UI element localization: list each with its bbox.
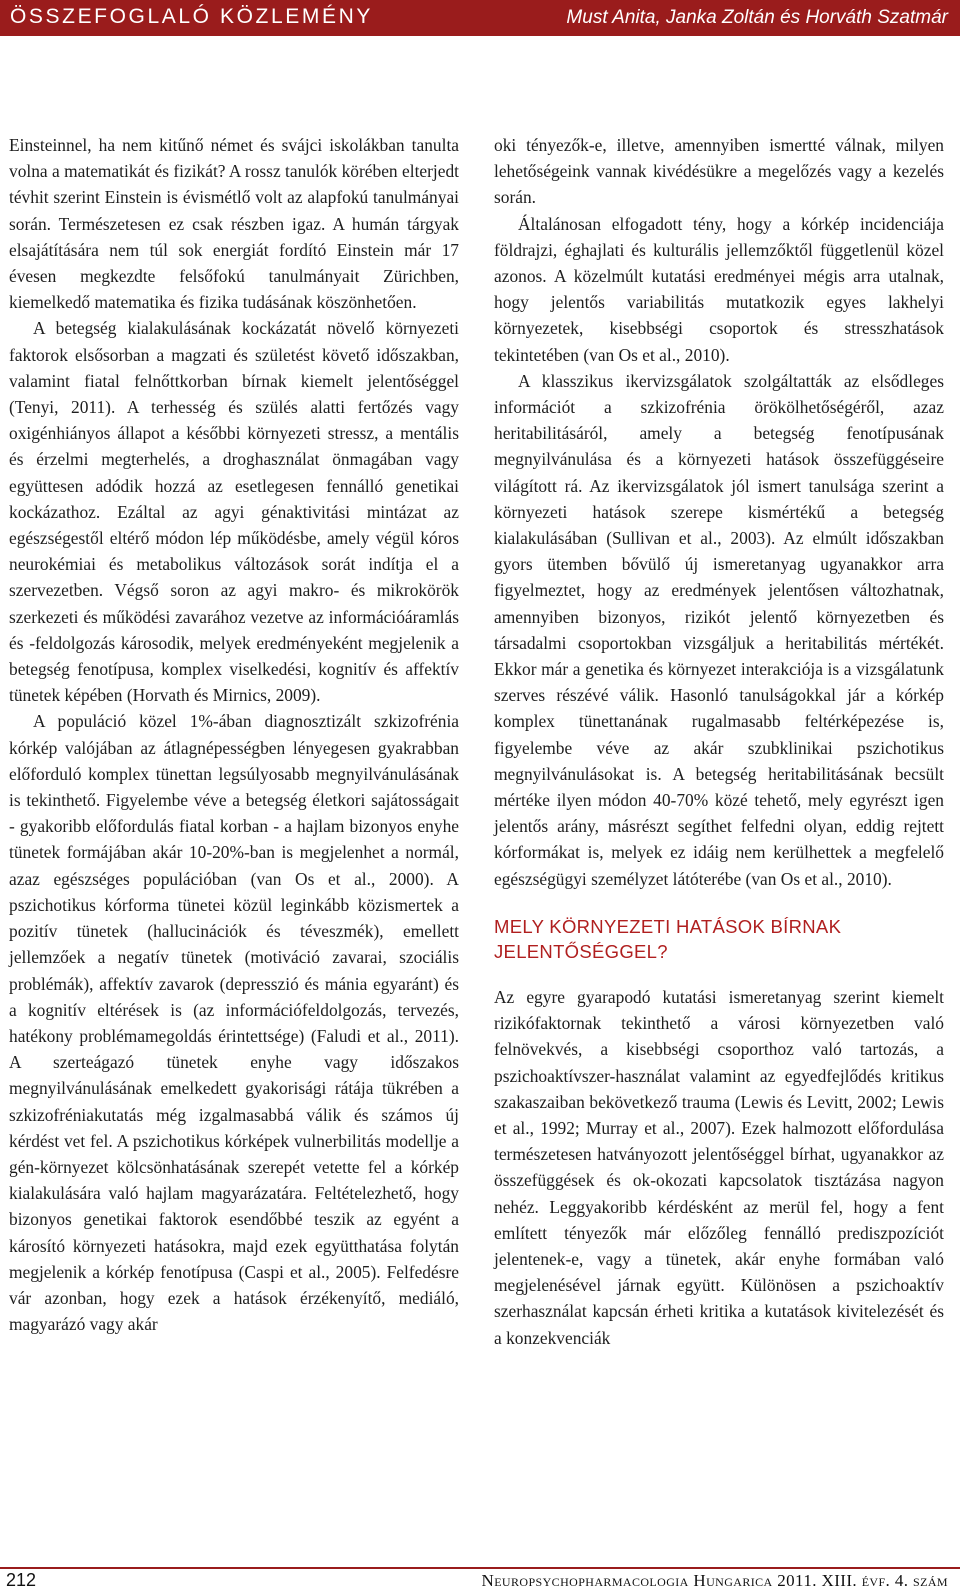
right-paragraph-2: Általánosan elfogadott tény, hogy a kórkép incidenciája földrajzi, éghajlati és kulturális jellemzőktől függetlenül közel azonos. A közelmúlt kutatási eredményei mégis arra utalnak, hogy jelentős variabilitás mutatkozik egyes lakhelyi környezetek, kisebbségi csoportok és stresszhatások tekintetében (van Os et al., 2010).: [494, 213, 944, 365]
header-authors: Must Anita, Janka Zoltán és Horváth Szatmár: [566, 7, 948, 28]
footer-divider: [0, 1567, 960, 1569]
journal-citation: Neuropsychopharmacologia Hungarica 2011. XIII. évf. 4. szám: [481, 1571, 948, 1590]
right-paragraph-3: A klasszikus ikervizsgálatok szolgáltatták az elsődleges információt a szkizofrénia örökölhetőségéről, azaz heritabilitásáról, amely a betegség fenotípusának megnyilvánulása és a környezeti hatások összefüggéseire világított rá. Az ikervizsgálatok jól ismert tanulsága szerint a környezeti hatások szerepe kismértékű a betegség kialakulásában (Sullivan et al., 2003). Az elmúlt időszakban gyors ütemben bővülő új ismeretanyag ugyanakkor arra figyelmeztet, hogy az eredmények jelentősen változhatnak, amennyiben bizonyos, rizikót jelentő környezetben és társadalmi csoportokban vizsgáljuk a heritabilitás mértékét. Ekkor már a genetika és környezet interakciója is a vizsgálatunk szerves részévé válik. Hasonló tanulságokkal jár a kórkép komplex tünettanának rugalmasabb feltérképezése is, figyelembe véve az akár szubklinikai pszichotikus megnyilvánulásokat is. A betegség heritabilitásának becsült mértéke ilyen módon 40-70% közé tehető, mely egyrészt igen jelentős arány, másrészt segíthet felfedni olyan, eddig rejtett kórformákat is, melyek ez idáig nem kerülhettek a megfelelő egészségügyi személyzet látóterébe (van Os et al., 2010).: [494, 370, 944, 889]
section-heading: MELY KÖRNYEZETI HATÁSOK BÍRNAK JELENTŐSÉGGEL?: [494, 915, 842, 962]
left-paragraph-1: Einsteinnel, ha nem kitűnő német és svájci iskolákban tanulta volna a matematikát és fizikát? A rossz tanulók körében elterjedt tévhit szerint Einstein is évismétlő volt az alapfokú tanulmányai során. Természetesen ez csak részben igaz. A humán tárgyak elsajátítására nem túl sok energiát fordító Einstein már 17 évesen megkezdte felsőfokú tanulmányait Zürichben, kiemelkedő matematika és fizika tudásának köszönhetően.: [9, 135, 459, 313]
left-paragraph-3: A populáció közel 1%-ában diagnosztizált szkizofrénia kórkép valójában az átlagnépességben lényegesen gyakrabban előforduló komplex tünettan legsúlyosabb megnyilvánulásának is tekinthető. Figyelembe véve a betegség életkori sajátosságait - gyakoribb előfordulás fiatal korban - a hajlam bizonyos enyhe tünetek formájában akár 10-20%-ban is megjelenhet a normál, azaz egészséges populációban (van Os et al., 2000). A pszichotikus kórforma tünetei közül leginkább közismertek a pozitív tünetek (hallucinációk és téveszmék), emellett jellemzőek a negatív tünetek (motiváció zavarai, szociális problémák), affektív zavarok (depresszió és mánia egyaránt) és a kognitív eltérések is (az információfeldolgozás, tervezés, hatékony problémamegoldás érintettsége) (Faludi et al., 2011). A szerteágazó tünetek enyhe vagy időszakos megnyilvánulásának emelkedett gyakorisági rátája tükrében a szkizofréniakutatás még izgalmasabbá válik és számos új kérdést vet fel. A pszichotikus kórképek vulnerbilitás modellje a gén-környezet kölcsönhatásának szerepét vetette fel a kórkép kialakulására való hajlam magyarázatára. Feltételezhető, hogy bizonyos genetikai faktorok esendőbbé teszik az egyént a károsító környezeti hatásokra, majd ezek együtthatása folytán megjelenik a kórkép fenotípusa (Caspi et al., 2005). Felfedésre vár azonban, hogy ezek a hatások érzékenyítő, mediáló, magyarázó vagy akár: [9, 711, 459, 1335]
right-column: [494, 132, 944, 1351]
left-paragraph-2: A betegség kialakulásának kockázatát növelő környezeti faktorok elsősorban a magzati és születést követő időszakban, valamint fiatal felnőttkorban bírnak kiemelt jelentőséggel (Tenyi, 2011). A terhesség és szülés alatti fertőzés vagy oxigénhiányos állapot a későbbi környezeti stressz, a mentális és érzelmi megterhelés, a droghasználat önmagában vagy együttesen adódik hozzá az esetlegesen fennálló genetikai kockázathoz. Ezáltal az agyi génaktivitási mintázat az egészségestől eltérő módon lép működésbe, amely végül kóros neurokémiai és metabolikus változások sorát indítja el a szervezetben. Végső soron az agyi makro- és mikrokörök szerkezeti és működési zavarához vezetve az információáramlás és -feldolgozás károsodik, melyek eredményeként megjelenik a betegség fenotípusa, komplex viselkedési, kognitív és affektív tünetek képében (Horvath és Mirnics, 2009).: [9, 318, 459, 706]
running-header: [0, 0, 960, 36]
left-column: [9, 132, 459, 1337]
right-paragraph-4: Az egyre gyarapodó kutatási ismeretanyag szerint kiemelt rizikófaktornak tekinthető a városi környezetben való felnövekvés, a kisebbségi csoporthoz való tartozás, a pszichoaktívszer-használat valamint az egyedfejlődés kritikus szakaszaiban bekövetkező trauma (Lewis és Levitt, 2002; Lewis et al., 1992; Murray et al., 2007). Ezek halmozott előfordulása természetesen hatványozott jelentőséggel bírhat, ugyanakkor az összefüggések és ok-okozati kapcsolatok tisztázása nagyon nehéz. Leggyakoribb kérdésként az merül fel, hogy a fent említett tényezők már előzőleg fennálló prediszpozíciót jelentenek-e, vagy a tünetek, akár enyhe formában való megjelenésével járnak együtt. Különösen a pszichoaktív szerhasználat kapcsán érheti kritika a kutatások kivitelezését és a konzekvenciák: [494, 986, 944, 1348]
section-label: ÖSSZEFOGLALÓ KÖZLEMÉNY: [10, 5, 373, 28]
page-number: 212: [6, 1570, 37, 1590]
right-paragraph-1: oki tényezők-e, illetve, amennyiben ismertté válnak, milyen lehetőségeink vannak kivédésükre a megelőzés vagy a kezelés során.: [494, 135, 944, 208]
